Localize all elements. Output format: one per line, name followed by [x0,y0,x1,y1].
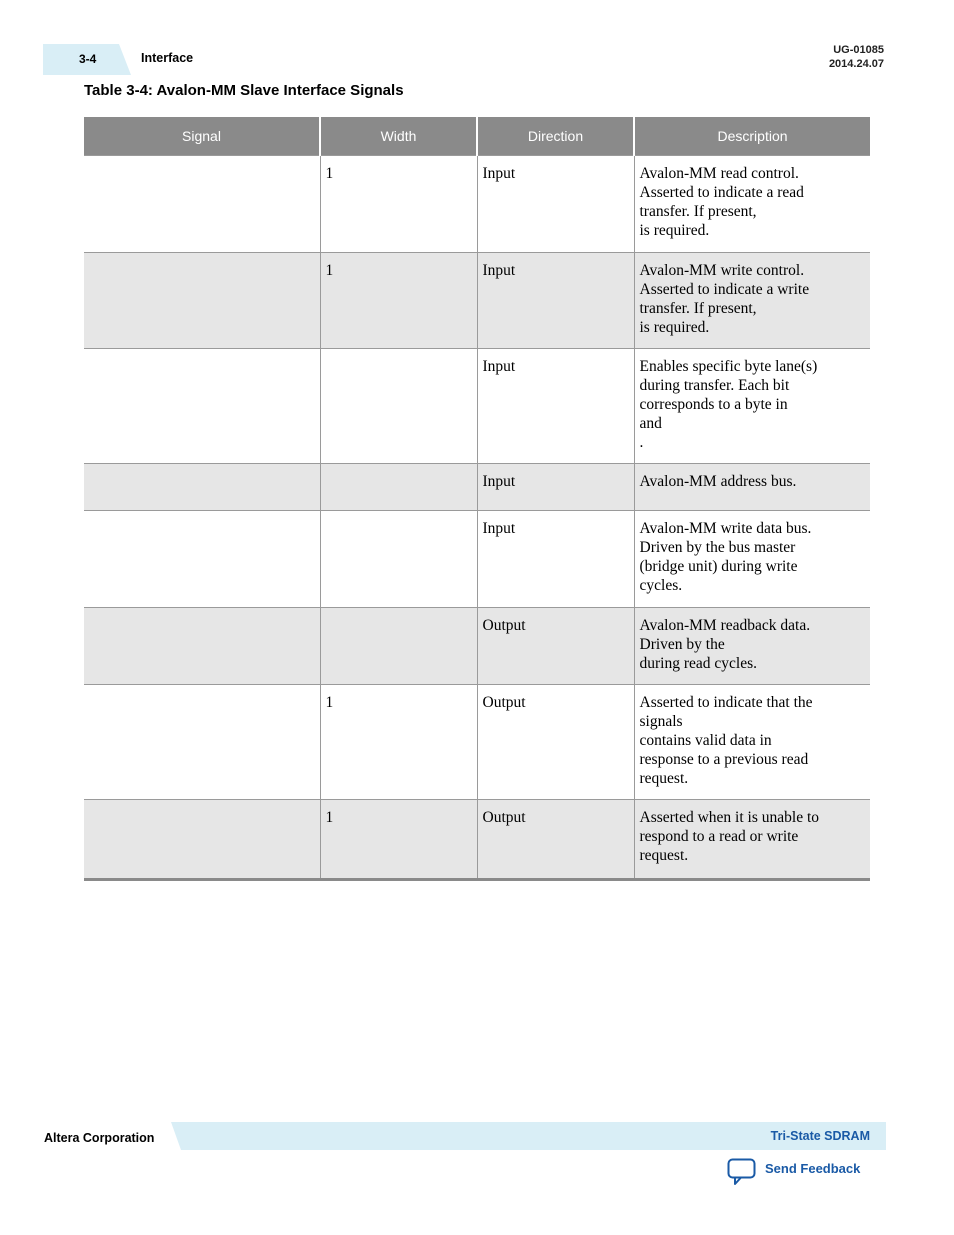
cell-description: Avalon-MM read control. Asserted to indicate a read transfer. If present, is required. [634,156,870,253]
table-row [84,800,870,880]
table-row [84,464,870,511]
cell-width [320,349,477,464]
cell-description: Enables specific byte lane(s) during transfer. Each bit corresponds to a byte in and . [634,349,870,464]
cell-direction: Output [477,685,634,800]
cell-description: Asserted when it is unable to respond to a read or write request. [634,800,870,880]
cell-signal [84,156,320,253]
cell-direction: Output [477,608,634,685]
table-row [84,349,870,464]
page-number: 3-4 [79,52,97,66]
cell-width [320,464,477,511]
table-row [84,253,870,349]
column-header-signal: Signal [84,117,320,156]
cell-width [320,608,477,685]
cell-direction: Output [477,800,634,880]
cell-description: Avalon-MM write data bus. Driven by the bus master (bridge unit) during write cycles. [634,511,870,608]
document-id [829,43,884,71]
column-header-width: Width [320,117,477,156]
cell-width: 1 [320,253,477,349]
table-header-row [84,117,870,156]
cell-signal [84,511,320,608]
cell-description: Avalon-MM readback data. Driven by the during read cycles. [634,608,870,685]
cell-signal [84,685,320,800]
cell-direction: Input [477,156,634,253]
cell-direction: Input [477,511,634,608]
cell-direction: Input [477,464,634,511]
cell-direction: Input [477,349,634,464]
doc-date: 2014.24.07 [828,58,884,70]
table-row [84,156,870,253]
cell-direction: Input [477,253,634,349]
cell-width: 1 [320,156,477,253]
column-header-direction: Direction [477,117,634,156]
company-name: Altera Corporation [44,1131,155,1145]
doc-number: UG-01085 [833,44,884,56]
cell-width: 1 [320,685,477,800]
section-title: Interface [141,51,194,65]
table-title: Table 3-4: Avalon-MM Slave Interface Signals [84,82,404,99]
cell-description: Asserted to indicate that the signals contains valid data in response to a previous read request. [634,685,870,800]
table-row [84,511,870,608]
cell-signal [84,464,320,511]
cell-width [320,511,477,608]
cell-width: 1 [320,800,477,880]
table-row [84,608,870,685]
cell-signal [84,349,320,464]
cell-description: Avalon-MM write control. Asserted to indicate a write transfer. If present, is required. [634,253,870,349]
cell-signal [84,253,320,349]
cell-signal [84,608,320,685]
send-feedback-label[interactable]: Send Feedback [765,1161,861,1176]
column-header-description: Description [634,117,870,156]
cell-signal [84,800,320,880]
speech-bubble-icon [727,1158,757,1191]
signals-table [84,117,870,881]
document-title: Tri-State SDRAM [770,1129,870,1143]
table-row [84,685,870,800]
cell-description: Avalon-MM address bus. [634,464,870,511]
